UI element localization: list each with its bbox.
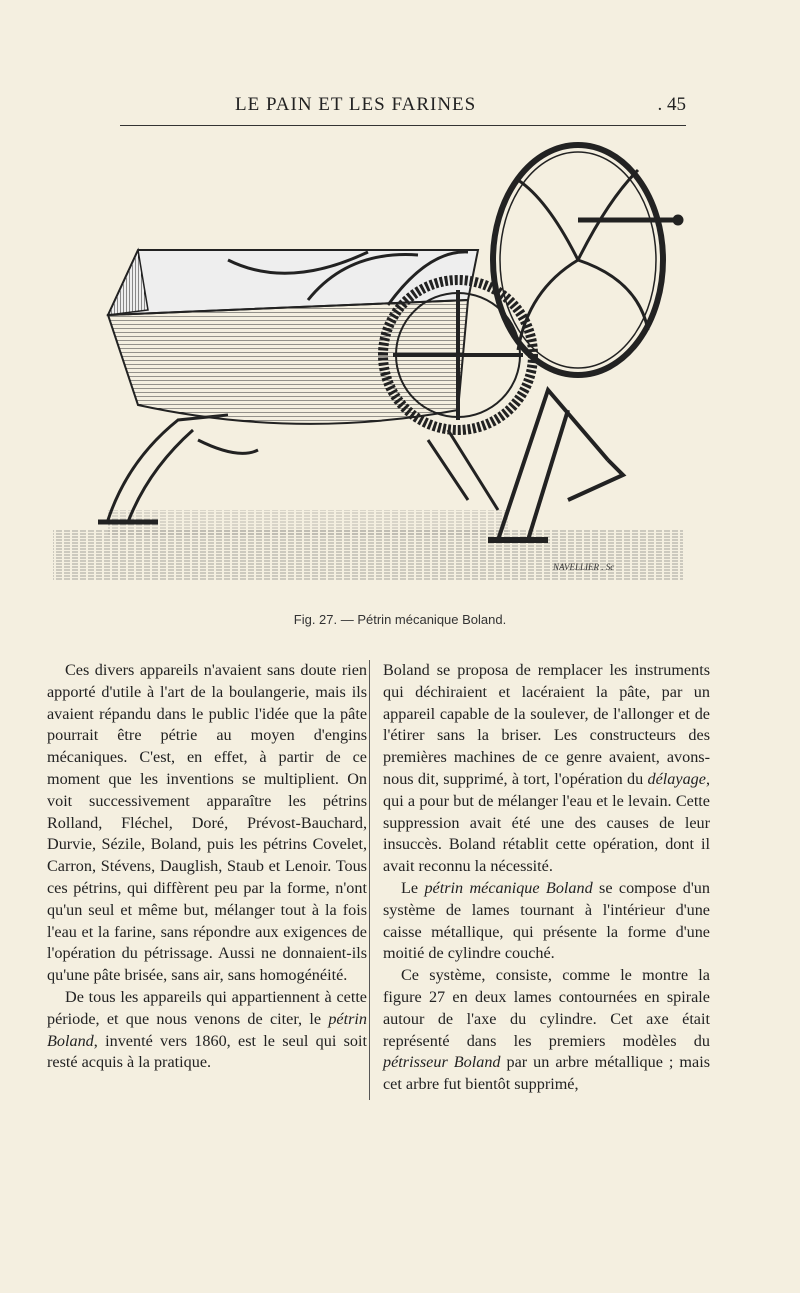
paragraph-text: se compose d'un système de lames tournant à l'intérieur d'une caisse métallique, qui présente la forme d'une moitié de cylindre couché. (383, 878, 710, 963)
left-column (47, 660, 367, 1074)
paragraph (47, 660, 367, 987)
header-rule (120, 125, 686, 126)
emphasized-term: pétrisseur Boland (383, 1053, 501, 1072)
crank-flywheel (493, 145, 683, 375)
figure-caption: Fig. 27. — Pétrin mécanique Boland. (293, 612, 507, 627)
emphasized-term: pétrin Boland (47, 1009, 367, 1050)
emphasized-term: délayage (647, 769, 706, 788)
right-column (383, 660, 710, 1096)
paragraph-text: Boland se proposa de remplacer les instruments qui déchiraient et lacéraient la pâte, par un appareil capable de la soulever, de l'allonger et de l'étirer sans la briser. Les constructeurs des premières machines de ce genre avaient, avons-nous dit, supprimé, à tort, l'opération du (383, 661, 710, 788)
trough (108, 250, 478, 424)
page-number: . 45 (657, 94, 686, 115)
paragraph-text: De tous les appareils qui appartiennent à cette période, et que nous venons de citer, le (47, 987, 367, 1028)
paragraph (383, 660, 710, 878)
paragraph (383, 878, 710, 965)
running-title: LE PAIN ET LES FARINES (235, 94, 477, 115)
paragraph-text: , inventé vers 1860, est le seul qui soit resté acquis à la pratique. (47, 1031, 367, 1072)
column-divider (369, 660, 370, 1100)
paragraph-text: Ce système, consiste, comme le montre la figure 27 en deux lames contournées en spirale autour de l'axe du cylindre. Cet axe était représenté dans les premiers modèles du (383, 966, 710, 1050)
paragraph (383, 965, 710, 1096)
engraving-illustration (48, 140, 688, 590)
emphasized-term: pétrin mécanique Boland (424, 878, 593, 897)
engraver-signature: NAVELLIER . Sc (553, 562, 615, 572)
paragraph-text: Le (401, 878, 425, 897)
paragraph-text: Ces divers appareils n'avaient sans doute rien apporté d'utile à l'art de la boulangerie, mais ils avaient répandu dans le public l'idée que la pâte pourrait être pétrie au moyen d'engins mécaniques. C'est, en effet, à partir de ce moment que les inventions se multiplient. On voit successivement apparaître les pétrins Rolland, Fléchel, Doré, Prévost-Bauchard, Durvie, Sézile, Boland, puis les pétrins Covelet, Carron, Stévens, Dauglish, Staub et Lenoir. Tous ces pétrins, qui diffèrent peu par la forme, n'ont qu'un seul et même but, mélanger tout à la fois l'eau et la farine, sans répondre aux exigences de l'opération du pétrissage. Aussi ne donnaient-ils qu'une pâte brisée, sans air, sans homogénéité. (47, 661, 367, 985)
paragraph-text: , qui a pour but de mélanger l'eau et le levain. Cette suppression avait été une des causes de leur insuccès. Boland rétablit cette opération, dont il avait reconnu la nécessité. (383, 769, 710, 876)
kneading-machine-engraving (48, 140, 688, 590)
paragraph (47, 987, 367, 1074)
page-header (120, 94, 686, 122)
left-leg (98, 415, 258, 522)
paragraph-text: par un arbre métallique ; mais cet arbre fut bientôt supprimé, (383, 1053, 710, 1094)
